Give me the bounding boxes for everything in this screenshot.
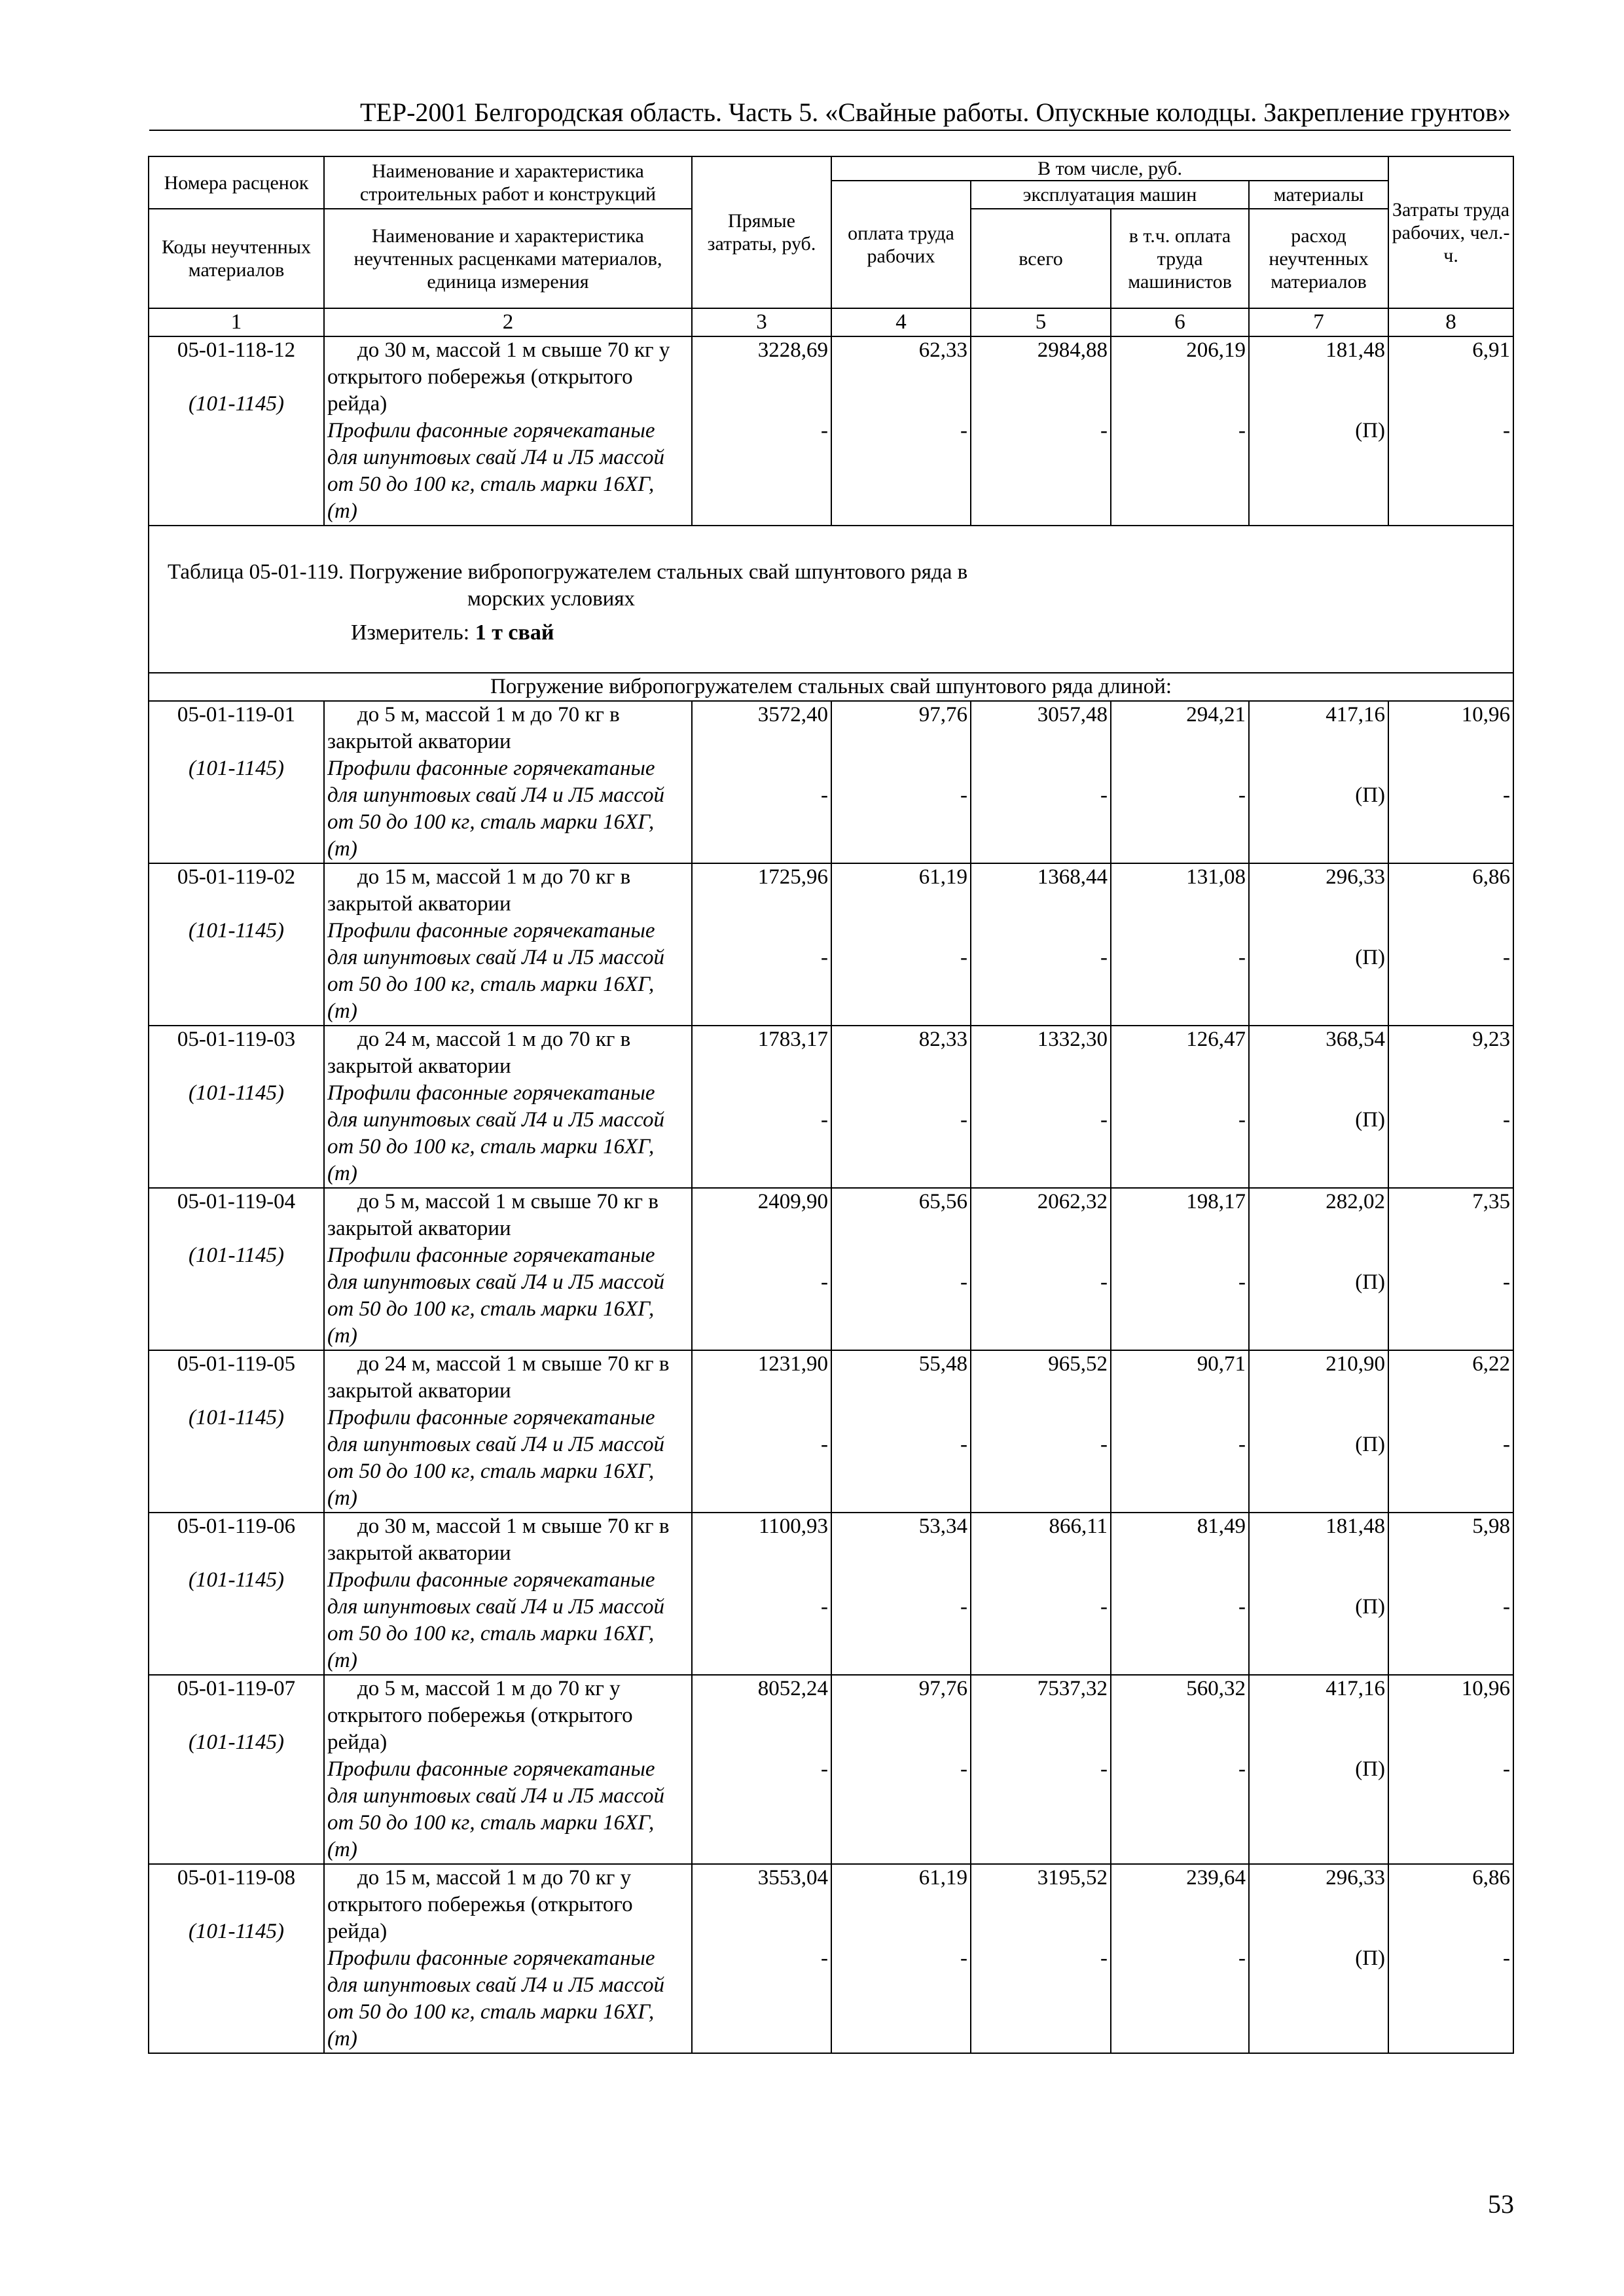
rate-code: 05-01-119-08 <box>177 1866 296 1890</box>
material-code: (101-1145) <box>188 1244 285 1267</box>
material-value: - <box>1503 783 1511 807</box>
material-value: - <box>960 1108 967 1132</box>
material-value: - <box>1503 419 1511 442</box>
work-description: до 5 м, массой 1 м до 70 кг в закрытой акватории <box>327 703 620 753</box>
value-materials: 282,02 <box>1326 1190 1386 1213</box>
measure-label: Измеритель: <box>351 620 470 645</box>
head-col1-top: Номера расценок <box>149 156 324 209</box>
rate-code: 05-01-119-04 <box>177 1190 296 1213</box>
material-value: - <box>1100 419 1108 442</box>
value-materials: 181,48 <box>1326 1515 1386 1538</box>
material-value: (П) <box>1355 419 1386 442</box>
material-value: (П) <box>1355 1757 1386 1781</box>
material-value: - <box>1503 1946 1511 1970</box>
value-machines-total: 965,52 <box>1048 1352 1108 1376</box>
material-value: - <box>1238 1757 1246 1781</box>
head-col1-bottom: Коды неучтенных материалов <box>149 209 324 308</box>
material-value: (П) <box>1355 1946 1386 1970</box>
material-value: - <box>821 1270 828 1294</box>
material-value: - <box>1100 1595 1108 1619</box>
value-operators-pay: 560,32 <box>1186 1677 1246 1700</box>
table-row <box>149 1188 1513 1350</box>
material-value: - <box>1238 419 1246 442</box>
material-value: - <box>1100 783 1108 807</box>
value-direct-cost: 8052,24 <box>757 1677 828 1700</box>
value-labor-hours: 7,35 <box>1472 1190 1511 1213</box>
section-title-row <box>149 526 1513 673</box>
material-value: (П) <box>1355 1595 1386 1619</box>
material-description: Профили фасонные горячекатаные для шпунтовых свай Л4 и Л5 массой от 50 до 100 кг, сталь марки 16ХГ, (т) <box>327 419 664 523</box>
work-description: до 15 м, массой 1 м до 70 кг в закрытой акватории <box>327 865 631 916</box>
subheading-row <box>149 673 1513 701</box>
value-operators-pay: 81,49 <box>1197 1515 1246 1538</box>
value-labor-pay: 97,76 <box>918 1677 967 1700</box>
value-direct-cost: 3572,40 <box>757 703 828 726</box>
value-direct-cost: 1783,17 <box>757 1028 828 1051</box>
material-code: (101-1145) <box>188 1920 285 1943</box>
head-col7: расход неучтенных материалов <box>1249 209 1388 308</box>
value-labor-hours: 6,91 <box>1472 338 1511 362</box>
value-materials: 296,33 <box>1326 1866 1386 1890</box>
material-description: Профили фасонные горячекатаные для шпунтовых свай Л4 и Л5 массой от 50 до 100 кг, сталь марки 16ХГ, (т) <box>327 757 664 861</box>
material-description: Профили фасонные горячекатаные для шпунтовых свай Л4 и Л5 массой от 50 до 100 кг, сталь марки 16ХГ, (т) <box>327 1244 664 1348</box>
column-numbers-row <box>149 308 1513 336</box>
table-subheading: Погружение вибропогружателем стальных свай шпунтового ряда длиной: <box>149 673 1513 701</box>
value-operators-pay: 294,21 <box>1186 703 1246 726</box>
page-number: 53 <box>1488 2189 1514 2219</box>
material-value: (П) <box>1355 1270 1386 1294</box>
col-number: 1 <box>149 308 324 336</box>
value-operators-pay: 198,17 <box>1186 1190 1246 1213</box>
material-value: - <box>1503 946 1511 969</box>
value-labor-pay: 65,56 <box>918 1190 967 1213</box>
material-code: (101-1145) <box>188 1568 285 1592</box>
value-machines-total: 1332,30 <box>1037 1028 1108 1051</box>
col-number: 6 <box>1111 308 1249 336</box>
value-labor-hours: 6,22 <box>1472 1352 1511 1376</box>
material-value: - <box>960 1757 967 1781</box>
value-materials: 417,16 <box>1326 703 1386 726</box>
rate-code: 05-01-119-05 <box>177 1352 296 1376</box>
head-col5: всего <box>971 209 1111 308</box>
table-row <box>149 336 1513 526</box>
material-code: (101-1145) <box>188 757 285 780</box>
head-machines: эксплуатация машин <box>971 181 1249 209</box>
material-value: - <box>1100 946 1108 969</box>
material-description: Профили фасонные горячекатаные для шпунтовых свай Л4 и Л5 массой от 50 до 100 кг, сталь марки 16ХГ, (т) <box>327 1406 664 1510</box>
table-row <box>149 1864 1513 2053</box>
rate-code: 05-01-118-12 <box>177 338 296 362</box>
material-value: - <box>821 1757 828 1781</box>
head-col6: в т.ч. оплата труда машинистов <box>1111 209 1249 308</box>
material-value: - <box>960 946 967 969</box>
value-labor-hours: 6,86 <box>1472 865 1511 889</box>
material-value: - <box>1238 1946 1246 1970</box>
material-value: - <box>821 783 828 807</box>
material-value: (П) <box>1355 1108 1386 1132</box>
material-value: - <box>821 946 828 969</box>
value-machines-total: 866,11 <box>1049 1515 1108 1538</box>
material-value: - <box>1100 1270 1108 1294</box>
value-materials: 417,16 <box>1326 1677 1386 1700</box>
material-value: - <box>1503 1108 1511 1132</box>
material-code: (101-1145) <box>188 1081 285 1105</box>
material-value: - <box>1238 1433 1246 1456</box>
material-code: (101-1145) <box>188 392 285 416</box>
table-row <box>149 1350 1513 1513</box>
value-labor-pay: 62,33 <box>918 338 967 362</box>
head-col2-top: Наименование и характеристика строительных работ и конструкций <box>324 156 692 209</box>
col-number: 2 <box>324 308 692 336</box>
material-value: (П) <box>1355 1433 1386 1456</box>
value-labor-pay: 55,48 <box>918 1352 967 1376</box>
work-description: до 24 м, массой 1 м до 70 кг в закрытой акватории <box>327 1028 631 1078</box>
material-value: - <box>821 419 828 442</box>
value-labor-hours: 10,96 <box>1461 1677 1511 1700</box>
material-value: - <box>821 1108 828 1132</box>
value-materials: 296,33 <box>1326 865 1386 889</box>
value-machines-total: 2062,32 <box>1037 1190 1108 1213</box>
col-number: 3 <box>692 308 831 336</box>
material-value: - <box>1238 1108 1246 1132</box>
work-description: до 30 м, массой 1 м свыше 70 кг у открытого побережья (открытого рейда) <box>327 338 670 416</box>
value-machines-total: 3057,48 <box>1037 703 1108 726</box>
material-value: - <box>1100 1757 1108 1781</box>
table-title-line2: морских условиях <box>467 587 636 611</box>
material-value: - <box>1503 1757 1511 1781</box>
work-description: до 15 м, массой 1 м до 70 кг у открытого побережья (открытого рейда) <box>327 1866 633 1943</box>
value-direct-cost: 3228,69 <box>757 338 828 362</box>
material-value: - <box>1100 1433 1108 1456</box>
rate-code: 05-01-119-02 <box>177 865 296 889</box>
table-row <box>149 1026 1513 1188</box>
value-machines-total: 2984,88 <box>1037 338 1108 362</box>
value-labor-pay: 61,19 <box>918 865 967 889</box>
value-materials: 368,54 <box>1326 1028 1386 1051</box>
material-value: (П) <box>1355 946 1386 969</box>
head-col4: оплата труда рабочих <box>831 181 971 308</box>
material-value: - <box>821 1946 828 1970</box>
material-value: - <box>1100 1946 1108 1970</box>
head-group: В том числе, руб. <box>831 156 1388 181</box>
value-direct-cost: 1231,90 <box>757 1352 828 1376</box>
measure-value: 1 т свай <box>475 620 554 645</box>
rate-code: 05-01-119-03 <box>177 1028 296 1051</box>
material-value: - <box>1238 946 1246 969</box>
value-labor-hours: 6,86 <box>1472 1866 1511 1890</box>
value-direct-cost: 3553,04 <box>757 1866 828 1890</box>
value-operators-pay: 239,64 <box>1186 1866 1246 1890</box>
value-direct-cost: 1100,93 <box>758 1515 828 1538</box>
material-value: - <box>821 1433 828 1456</box>
material-code: (101-1145) <box>188 919 285 942</box>
table-row <box>149 701 1513 863</box>
col-number: 5 <box>971 308 1111 336</box>
value-operators-pay: 90,71 <box>1197 1352 1246 1376</box>
head-col8: Затраты труда рабочих, чел.-ч. <box>1388 156 1513 308</box>
material-value: - <box>821 1595 828 1619</box>
value-labor-pay: 61,19 <box>918 1866 967 1890</box>
work-description: до 30 м, массой 1 м свыше 70 кг в закрытой акватории <box>327 1515 670 1565</box>
header-text: ТЕР-2001 Белгородская область. Часть 5. «Свайные работы. Опускные колодцы. Закрепление грунтов» <box>359 98 1511 127</box>
value-direct-cost: 1725,96 <box>757 865 828 889</box>
head-col2-bottom: Наименование и характеристика неучтенных расценками материалов, единица измерения <box>324 209 692 308</box>
work-description: до 5 м, массой 1 м свыше 70 кг в закрытой акватории <box>327 1190 659 1240</box>
material-code: (101-1145) <box>188 1406 285 1429</box>
value-machines-total: 3195,52 <box>1037 1866 1108 1890</box>
table-row <box>149 863 1513 1026</box>
material-value: - <box>960 1270 967 1294</box>
table-row <box>149 1513 1513 1675</box>
page-header <box>149 94 1511 131</box>
value-labor-pay: 97,76 <box>918 703 967 726</box>
value-materials: 210,90 <box>1326 1352 1386 1376</box>
rate-code: 05-01-119-06 <box>177 1515 296 1538</box>
head-materials: материалы <box>1249 181 1388 209</box>
work-description: до 5 м, массой 1 м до 70 кг у открытого побережья (открытого рейда) <box>327 1677 633 1754</box>
value-operators-pay: 131,08 <box>1186 865 1246 889</box>
value-direct-cost: 2409,90 <box>757 1190 828 1213</box>
value-machines-total: 1368,44 <box>1037 865 1108 889</box>
value-labor-hours: 10,96 <box>1461 703 1511 726</box>
col-number: 4 <box>831 308 971 336</box>
value-operators-pay: 206,19 <box>1186 338 1246 362</box>
material-value: - <box>960 783 967 807</box>
value-labor-pay: 53,34 <box>918 1515 967 1538</box>
material-value: - <box>1503 1433 1511 1456</box>
material-value: - <box>960 1433 967 1456</box>
material-description: Профили фасонные горячекатаные для шпунтовых свай Л4 и Л5 массой от 50 до 100 кг, сталь марки 16ХГ, (т) <box>327 1946 664 2051</box>
table-title-line1: Таблица 05-01-119. Погружение вибропогружателем стальных свай шпунтового ряда в <box>168 560 968 584</box>
table-row <box>149 1675 1513 1864</box>
value-labor-hours: 9,23 <box>1472 1028 1511 1051</box>
head-col3: Прямые затраты, руб. <box>692 156 831 308</box>
material-value: - <box>960 419 967 442</box>
material-value: - <box>1100 1108 1108 1132</box>
material-value: (П) <box>1355 783 1386 807</box>
material-value: - <box>1503 1595 1511 1619</box>
material-description: Профили фасонные горячекатаные для шпунтовых свай Л4 и Л5 массой от 50 до 100 кг, сталь марки 16ХГ, (т) <box>327 1757 664 1861</box>
value-operators-pay: 126,47 <box>1186 1028 1246 1051</box>
material-value: - <box>960 1946 967 1970</box>
material-code: (101-1145) <box>188 1731 285 1754</box>
col-number: 7 <box>1249 308 1388 336</box>
material-value: - <box>1503 1270 1511 1294</box>
material-value: - <box>960 1595 967 1619</box>
value-machines-total: 7537,32 <box>1037 1677 1108 1700</box>
material-value: - <box>1238 1270 1246 1294</box>
price-table <box>148 156 1514 2054</box>
material-description: Профили фасонные горячекатаные для шпунтовых свай Л4 и Л5 массой от 50 до 100 кг, сталь марки 16ХГ, (т) <box>327 1081 664 1185</box>
material-description: Профили фасонные горячекатаные для шпунтовых свай Л4 и Л5 массой от 50 до 100 кг, сталь марки 16ХГ, (т) <box>327 1568 664 1672</box>
value-labor-pay: 82,33 <box>918 1028 967 1051</box>
work-description: до 24 м, массой 1 м свыше 70 кг в закрытой акватории <box>327 1352 670 1403</box>
material-value: - <box>1238 783 1246 807</box>
material-value: - <box>1238 1595 1246 1619</box>
col-number: 8 <box>1388 308 1513 336</box>
value-materials: 181,48 <box>1326 338 1386 362</box>
rate-code: 05-01-119-01 <box>177 703 296 726</box>
material-description: Профили фасонные горячекатаные для шпунтовых свай Л4 и Л5 массой от 50 до 100 кг, сталь марки 16ХГ, (т) <box>327 919 664 1023</box>
rate-code: 05-01-119-07 <box>177 1677 296 1700</box>
value-labor-hours: 5,98 <box>1472 1515 1511 1538</box>
